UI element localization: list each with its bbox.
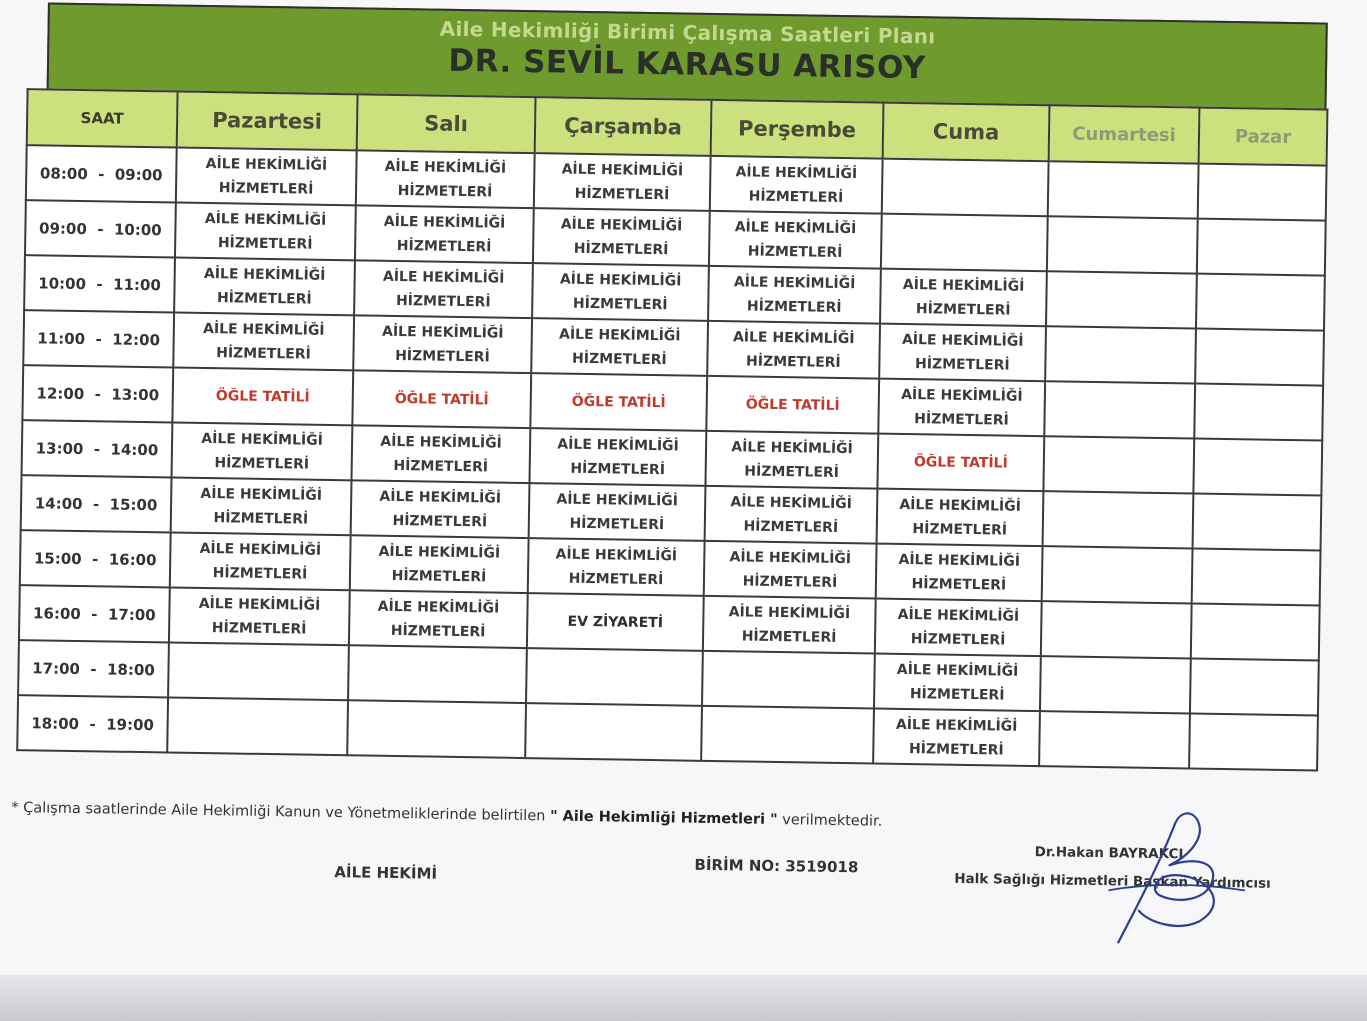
schedule-cell [705, 486, 878, 544]
schedule-cell [1047, 216, 1198, 273]
schedule-cell [176, 148, 357, 206]
schedule-cell [708, 266, 881, 324]
cell-text: AİLE HEKİMLİĞİ HİZMETLERİ [378, 543, 501, 585]
schedule-cell [1044, 381, 1195, 438]
time-slot: 08:00 - 09:00 [26, 145, 177, 202]
schedule-cell [710, 156, 883, 214]
cell-text: AİLE HEKİMLİĞİ HİZMETLERİ [202, 320, 325, 363]
cell-text: AİLE HEKİMLİĞİ HİZMETLERİ [901, 386, 1023, 429]
cell-text: AİLE HEKİMLİĞİ HİZMETLERİ [559, 271, 682, 313]
schedule-cell [170, 532, 351, 590]
cell-text: AİLE HEKİMLİĞİ HİZMETLERİ [561, 161, 684, 203]
cell-text: AİLE HEKİMLİĞİ HİZMETLERİ [203, 265, 326, 308]
schedule-cell [706, 376, 879, 434]
schedule-cell [534, 153, 711, 211]
signer-title: Halk Sağlığı Hizmetleri Başkan Yardımcısı [954, 870, 1271, 892]
schedule-cell [1192, 549, 1321, 606]
cell-text: AİLE HEKİMLİĞİ HİZMETLERİ [731, 438, 853, 481]
schedule-cell [1042, 546, 1193, 603]
schedule-cell [347, 700, 526, 758]
cell-text: AİLE HEKİMLİĞİ HİZMETLERİ [205, 155, 328, 198]
column-header-1: Pazartesi [177, 92, 358, 151]
schedule-cell [703, 596, 876, 654]
schedule-cell [532, 263, 709, 321]
time-slot: 09:00 - 10:00 [25, 200, 176, 257]
cell-text: ÖĞLE TATİLİ [913, 453, 1008, 472]
schedule-cell [169, 587, 350, 645]
schedule-cell [1196, 274, 1325, 331]
cell-text: AİLE HEKİMLİĞİ HİZMETLERİ [730, 493, 853, 536]
time-slot: 16:00 - 17:00 [19, 585, 170, 642]
cell-text: AİLE HEKİMLİĞİ HİZMETLERİ [198, 595, 321, 638]
schedule-cell [709, 211, 882, 269]
cell-text: AİLE HEKİMLİĞİ HİZMETLERİ [896, 661, 1019, 704]
schedule-cell [350, 535, 529, 593]
schedule-cell [873, 709, 1040, 767]
schedule-cell [531, 318, 708, 376]
schedule-cell [533, 208, 710, 266]
cell-text: EV ZİYARETİ [567, 613, 664, 631]
schedule-cell [353, 315, 532, 373]
schedule-cell [174, 257, 355, 315]
cell-text: AİLE HEKİMLİĞİ HİZMETLERİ [381, 323, 504, 365]
cell-text: AİLE HEKİMLİĞİ HİZMETLERİ [733, 273, 856, 316]
cell-text: ÖĞLE TATİLİ [394, 390, 489, 408]
cell-text: AİLE HEKİMLİĞİ HİZMETLERİ [734, 218, 857, 261]
cell-text: AİLE HEKİMLİĞİ HİZMETLERİ [895, 716, 1018, 759]
cell-text: AİLE HEKİMLİĞİ HİZMETLERİ [377, 598, 500, 640]
footnote-bold: " Aile Hekimliği Hizmetleri " [549, 808, 778, 829]
cell-text: AİLE HEKİMLİĞİ HİZMETLERİ [379, 488, 502, 530]
schedule-body [17, 145, 1326, 770]
schedule-cell [1189, 713, 1318, 770]
schedule-cell [1046, 271, 1197, 328]
aile-hekimi-label: AİLE HEKİMİ [334, 863, 438, 883]
schedule-cell [1198, 164, 1327, 221]
time-slot: 17:00 - 18:00 [18, 640, 169, 697]
schedule-cell [351, 480, 530, 538]
footnote-suffix: verilmektedir. [777, 812, 883, 830]
column-header-3: Çarşamba [535, 97, 712, 156]
schedule-cell [527, 593, 704, 651]
schedule-cell [351, 425, 530, 483]
schedule-cell [1197, 219, 1326, 276]
schedule-cell [173, 312, 354, 370]
column-header-saat: SAAT [27, 89, 178, 147]
cell-text: AİLE HEKİMLİĞİ HİZMETLERİ [384, 158, 507, 200]
schedule-cell [355, 205, 534, 263]
schedule-table [16, 88, 1328, 771]
schedule-cell [875, 599, 1042, 657]
cell-text: ÖĞLE TATİLİ [745, 395, 840, 414]
schedule-cell [702, 651, 875, 709]
schedule-cell [171, 477, 352, 535]
schedule-cell [348, 645, 527, 703]
column-header-2: Salı [357, 94, 536, 153]
schedule-cell [1194, 384, 1323, 441]
schedule-cell [879, 324, 1046, 382]
schedule-cell [877, 489, 1044, 547]
schedule-cell [1190, 659, 1319, 716]
time-slot: 10:00 - 11:00 [24, 255, 175, 312]
cell-text: ÖĞLE TATİLİ [215, 387, 310, 406]
schedule-cell [354, 260, 533, 318]
footnote-prefix: * Çalışma saatlerinde Aile Hekimliği Kanun ve Yönetmeliklerinde belirtilen [11, 799, 551, 825]
footnote [11, 800, 1211, 835]
cell-text: AİLE HEKİMLİĞİ HİZMETLERİ [728, 603, 851, 646]
schedule-cell [1043, 491, 1194, 548]
cell-text: ÖĞLE TATİLİ [571, 393, 666, 411]
cell-text: AİLE HEKİMLİĞİ HİZMETLERİ [902, 276, 1025, 319]
cell-text: AİLE HEKİMLİĞİ HİZMETLERİ [898, 551, 1021, 594]
signer-name: Dr.Hakan BAYRAKCI [1034, 844, 1184, 863]
schedule-document [3, 0, 1363, 996]
cell-text: AİLE HEKİMLİĞİ HİZMETLERİ [557, 436, 679, 478]
cell-text: AİLE HEKİMLİĞİ HİZMETLERİ [201, 430, 323, 473]
schedule-cell [526, 648, 703, 706]
schedule-cell [530, 373, 707, 431]
time-slot: 15:00 - 16:00 [20, 530, 171, 587]
schedule-cell [1045, 326, 1196, 383]
schedule-cell [1039, 711, 1190, 768]
cell-text: AİLE HEKİMLİĞİ HİZMETLERİ [732, 328, 855, 371]
schedule-cell [882, 159, 1049, 217]
schedule-cell [172, 422, 353, 480]
schedule-cell [1048, 161, 1199, 218]
schedule-cell [874, 654, 1041, 712]
cell-text: AİLE HEKİMLİĞİ HİZMETLERİ [901, 331, 1024, 374]
schedule-cell [356, 150, 535, 208]
schedule-cell [1040, 656, 1191, 713]
handwritten-signature [1078, 802, 1250, 955]
schedule-cell [1195, 329, 1324, 386]
cell-text: AİLE HEKİMLİĞİ HİZMETLERİ [729, 548, 852, 591]
schedule-cell [525, 703, 702, 761]
schedule-cell [168, 642, 349, 700]
birim-no: BİRİM NO: 3519018 [694, 855, 859, 877]
schedule-cell [529, 483, 706, 541]
cell-text: AİLE HEKİMLİĞİ HİZMETLERİ [897, 606, 1020, 649]
schedule-cell [881, 214, 1048, 272]
schedule-cell [172, 367, 353, 425]
schedule-cell [707, 321, 880, 379]
cell-text: AİLE HEKİMLİĞİ HİZMETLERİ [380, 433, 502, 475]
time-slot: 11:00 - 12:00 [23, 310, 174, 367]
schedule-cell [529, 428, 706, 486]
schedule-cell [878, 379, 1045, 437]
schedule-cell [528, 538, 705, 596]
schedule-cell [167, 697, 348, 755]
cell-text: AİLE HEKİMLİĞİ HİZMETLERİ [204, 210, 327, 253]
cell-text: AİLE HEKİMLİĞİ HİZMETLERİ [558, 326, 681, 368]
schedule-cell [1043, 436, 1194, 493]
cell-text: AİLE HEKİMLİĞİ HİZMETLERİ [899, 496, 1022, 539]
column-header-6: Cumartesi [1049, 105, 1200, 163]
column-header-5: Cuma [883, 103, 1050, 162]
schedule-cell [1193, 494, 1322, 551]
doctor-name-title: DR. SEVİL KARASU ARISOY [448, 42, 927, 87]
cell-text: AİLE HEKİMLİĞİ HİZMETLERİ [560, 216, 683, 258]
cell-text: AİLE HEKİMLİĞİ HİZMETLERİ [200, 485, 323, 528]
schedule-cell [349, 590, 528, 648]
time-slot: 18:00 - 19:00 [17, 695, 168, 752]
schedule-cell [704, 541, 877, 599]
document-subtitle: Aile Hekimliği Birimi Çalışma Saatleri Planı [439, 16, 936, 49]
cell-text: AİLE HEKİMLİĞİ HİZMETLERİ [382, 268, 505, 310]
schedule-cell [175, 203, 356, 261]
schedule-cell [876, 544, 1043, 602]
time-slot: 13:00 - 14:00 [22, 420, 173, 477]
schedule-cell [880, 269, 1047, 327]
schedule-cell [877, 434, 1044, 492]
cell-text: AİLE HEKİMLİĞİ HİZMETLERİ [556, 491, 679, 533]
time-slot: 12:00 - 13:00 [22, 365, 173, 422]
cell-text: AİLE HEKİMLİĞİ HİZMETLERİ [735, 163, 858, 206]
schedule-cell [1193, 439, 1322, 496]
column-header-4: Perşembe [711, 100, 884, 159]
column-header-7: Pazar [1199, 108, 1328, 166]
schedule-cell [352, 370, 531, 428]
schedule-cell [1041, 601, 1192, 658]
time-slot: 14:00 - 15:00 [21, 475, 172, 532]
cell-text: AİLE HEKİMLİĞİ HİZMETLERİ [555, 546, 678, 588]
schedule-cell [705, 431, 878, 489]
schedule-cell [701, 706, 874, 764]
schedule-cell [1191, 604, 1320, 661]
cell-text: AİLE HEKİMLİĞİ HİZMETLERİ [383, 213, 506, 255]
cell-text: AİLE HEKİMLİĞİ HİZMETLERİ [199, 540, 322, 583]
